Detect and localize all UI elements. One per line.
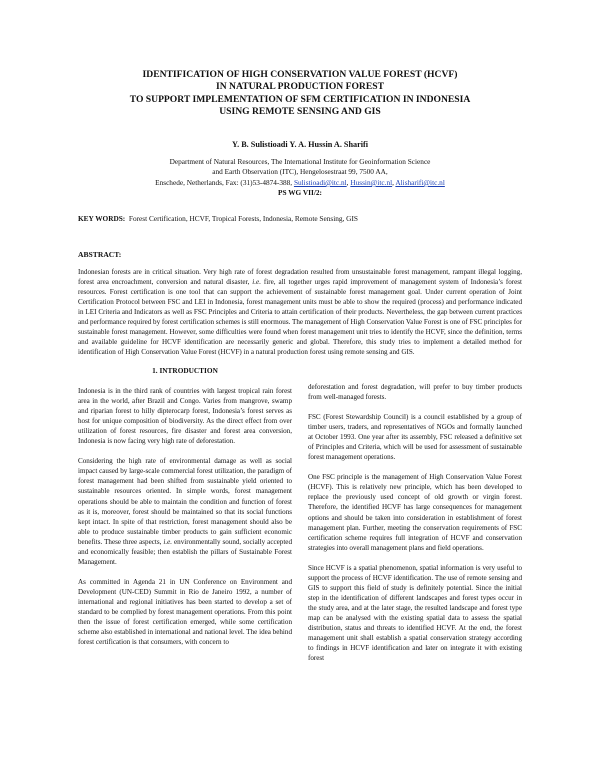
title-line: IN NATURAL PRODUCTION FOREST xyxy=(216,81,384,93)
body-paragraph: As committed in Agenda 21 in UN Conference on Environment and Development (UN-CED) Summit in Rio de Janeiro 1992, a number of international and regional initiatives has been started to develop a set of standard to be complied by forest management operations. From this point then the issue of forest certification emerged, while some certification scheme also established in international and national level. The idea behind forest certification is that consumers, with concern to xyxy=(78,577,292,647)
email-link-sulistioadi[interactable]: Sulistioadi@itc.nl xyxy=(293,177,347,187)
affiliation xyxy=(60,157,540,199)
title-line: USING REMOTE SENSING AND GIS xyxy=(219,106,381,118)
section-heading-introduction: 1. INTRODUCTION xyxy=(152,366,218,375)
email-link-sharifi[interactable]: Alisharifi@itc.nl xyxy=(395,177,445,187)
email-link-hussin[interactable]: Hussin@itc.nl xyxy=(350,177,393,187)
abstract-heading: ABSTRACT: xyxy=(78,250,122,259)
authors: Y. B. Sulistioadi Y. A. Hussin A. Sharifi xyxy=(231,140,369,149)
affiliation-address: Enschede, Netherlands, Fax: (31)53-4874-388, xyxy=(155,177,294,187)
title-line: TO SUPPORT IMPLEMENTATION OF SFM CERTIFICATION IN INDONESIA xyxy=(129,93,471,105)
email-separator: , xyxy=(392,177,396,187)
title-line: IDENTIFICATION OF HIGH CONSERVATION VALUE FOREST (HCVF) xyxy=(142,69,458,80)
working-group: PS WG VII/2: xyxy=(278,188,322,198)
body-paragraph: FSC (Forest Stewardship Council) is a council established by a group of timber users, traders, and representatives of NGOs and formally launched at October 1993. One year after its assembly, FSC released a definitive set of Principles and Criteria, which will be used for assessment of sustainable forest management operations. xyxy=(308,413,522,462)
affiliation-line: Department of Natural Resources, The International Institute for Geoinformation Science xyxy=(169,157,431,166)
keywords xyxy=(78,214,530,224)
abstract-text: Indonesian forests are in critical situation. Very high rate of forest degradation resulted from unsustainable forest management, rampant illegal logging, forest area encroachment, conversion and natural disaster, i.e. fire, all together urges rapid improvement of management system of Indonesia’s forest resources. Forest certification is one tool that can support the achievement of sustainable forest management goal. Under current operation of Joint Certification Protocol between FSC and LEI in Indonesia, forest management units must be able to show the required (process) and performance indicated in LEI Criteria and Indicators as well as FSC Principles and Criteria to attain certification of their products. Nevertheless, the gap between current practices and performance required by forest certification schemes is still enormous. The management of High Conservation Value Forest is one of FSC principles for sustainable forest management. However, some difficulties were found when forest management unit tries to identify the HCVF, since the definition, terms and available guideline for HCVF identification are necessarily generic and global. Therefore, this study tries to implement a detailed method for identification of High Conservation Value Forest (HCVF) in a natural production forest using remote sensing and GIS. xyxy=(78,268,523,357)
body-paragraph: deforestation and forest degradation, will prefer to buy timber products from well-managed forests. xyxy=(308,383,522,402)
email-separator: , xyxy=(346,177,351,187)
keywords-label: KEY WORDS: xyxy=(78,214,126,223)
body-paragraph: One FSC principle is the management of High Conservation Value Forest (HCVF). This is relatively new principle, which has been developed to replace the previously used concept of old growth or virgin forest. Therefore, the identified HCVF has large consequences for management options and should be taken into consideration in establishment of forest management plan. Further, meeting the conservation requirements of FSC certification scheme requires full integration of HCVF and conservation strategies into overall management plans and field operations. xyxy=(308,473,522,552)
left-column xyxy=(78,366,292,657)
body-paragraph: Considering the high rate of environmental damage as well as social impact caused by large-scale commercial forest utilization, the paradigm of forest management had been shifted from sustainable yield oriented to sustainable resources oriented. In simple words, forest management operations should be able to maintain the condition and function of forest as it is, moreover, forest should be maintained so that its social functions kept intact. In spite of that restriction, forest management should also be able to produce sustainable timber products to gain sufficient economic benefits. These three aspects, i.e. environmentally sound, socially accepted and economically feasible; then establish the pillars of Sustainable Forest Management. xyxy=(78,457,292,566)
body-paragraph: Since HCVF is a spatial phenomenon, spatial information is very useful to support the process of HCVF identification. The use of remote sensing and GIS to support this field of study is definitely potential. Since the initial step in the identification of different landscapes and forest types occur in the study area, and at the later stage, the resulted landscape and forest type map can be analysed with the existing spatial data to assess the spatial distribution, status and threats to identified HCVF. At the end, the forest management unit shall establish a spatial conservation strategy according to findings in HCVF identification and later on integrate it with existing forest xyxy=(308,563,522,663)
affiliation-line: and Earth Observation (ITC), Hengelosestraat 99, 7500 AA, xyxy=(212,167,388,177)
affiliation-contact-line xyxy=(60,178,540,188)
right-column xyxy=(308,382,522,673)
body-paragraph: Indonesia is in the third rank of countries with largest tropical rain forest area in the world, after Brazil and Congo. Varies from mangrove, swamp and riparian forest to hilly dipterocarp forest, Indonesia’s forest serves as host for unique composition of biodiversity. As the direct effect from over utilization of forest resources, fire disaster and forest area conversion, Indonesia is now facing very high rate of deforestation. xyxy=(78,387,292,446)
keywords-text: Forest Certification, HCVF, Tropical Forests, Indonesia, Remote Sensing, GIS xyxy=(128,214,358,223)
paper-title xyxy=(60,69,540,119)
